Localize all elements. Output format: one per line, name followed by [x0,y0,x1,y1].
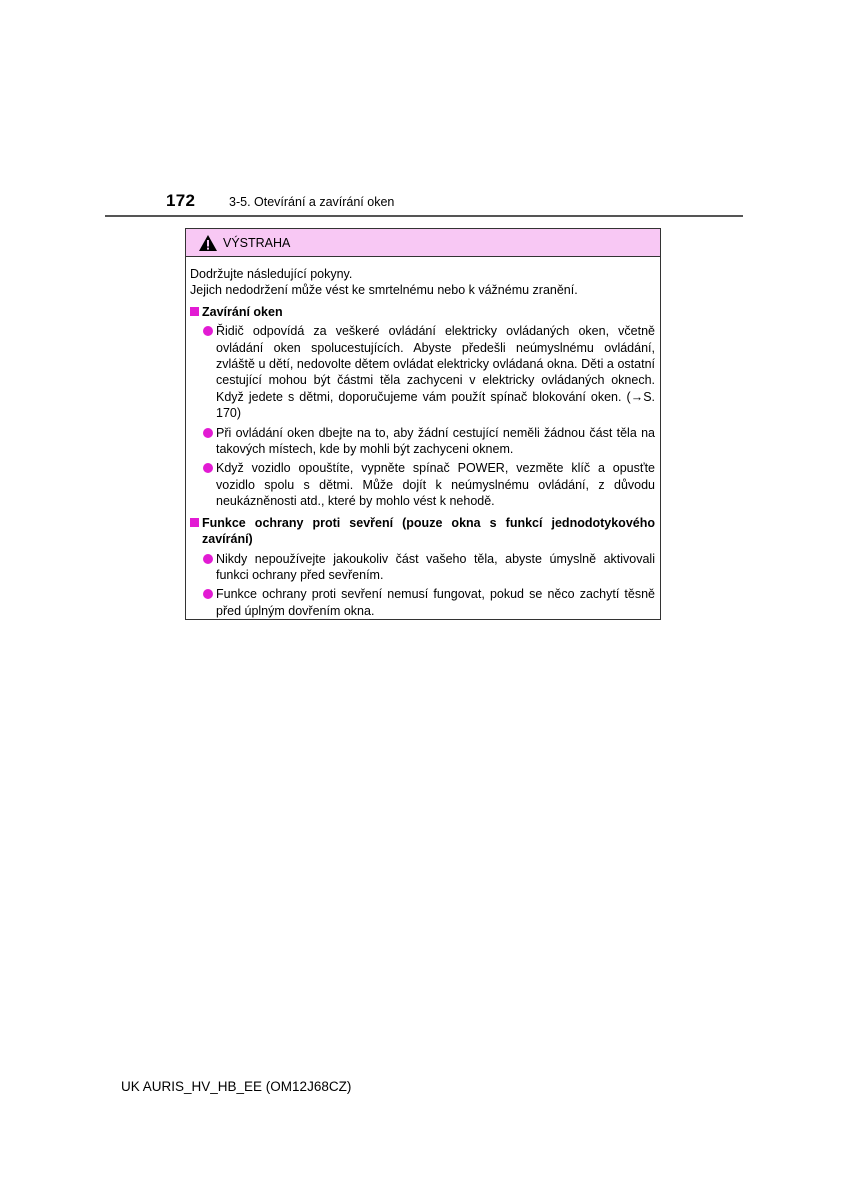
round-bullet-icon [203,428,213,438]
warning-header [186,229,660,257]
list-item-text: Funkce ochrany proti sevření nemusí fungovat, pokud se něco zachytí těsně před úplným dovřením okna. [216,587,655,618]
round-bullet-icon [203,463,213,473]
warning-triangle-icon [198,234,218,252]
section-jam-protection [190,515,655,619]
section-closing-windows [190,304,655,510]
list-item-text: Při ovládání oken dbejte na to, aby žádní cestující neměli žádnou část těla na takových místech, kde by mohli být zachyceni oknem. [216,425,655,457]
subheading [190,304,655,320]
header-rule [105,215,743,217]
warning-label: VÝSTRAHA [223,235,291,250]
warning-box [185,228,661,620]
square-bullet-icon [190,307,199,316]
document-code: UK AURIS_HV_HB_EE (OM12J68CZ) [121,1079,352,1094]
list-item [190,323,655,421]
intro-line: Jejich nedodržení může vést ke smrtelnému nebo k vážnému zranění. [190,283,578,298]
list-item-text: Nikdy nepoužívejte jakoukoliv část vašeho těla, abyste úmyslně aktivovali funkci ochrany před sevřením. [216,551,655,582]
square-bullet-icon [190,518,199,527]
warning-intro [190,266,655,299]
intro-line: Dodržujte následující pokyny. [190,267,353,281]
round-bullet-icon [203,589,213,599]
list-item-text: Řidič odpovídá za veškeré ovládání elektricky ovládaných oken, včetně ovládání oken spolucestujících. Abyste předešli neúmyslnému ovládání, zvláště u dětí, nedovolte dětem ovládat elektricky ovládaná okna. Děti a ostatní cestující mohou být částmi těla zachyceni v elektricky ovládaných oknech. Když jedete s dětmi, doporučujeme vám použít spínač blokování oken. (→S. 170) [216,324,655,421]
list-item [190,586,655,619]
subheading [190,515,655,548]
subheading-text: Zavírání oken [202,304,283,319]
list-item-text: Když vozidlo opouštíte, vypněte spínač POWER, vezměte klíč a opusťte vozidlo spolu s dětmi. Může dojít k neúmyslnému ovládání, z důvodu neukázněnosti atd., které by mohlo vést k nehodě. [216,461,655,509]
section-title: 3-5. Otevírání a zavírání oken [229,195,395,209]
list-item [190,425,655,458]
warning-content [186,257,660,619]
list-item [190,551,655,584]
round-bullet-icon [203,554,213,564]
list-item [190,460,655,509]
subheading-text: Funkce ochrany proti sevření (pouze okna s funkcí jednodotykového zavírání) [202,515,655,547]
round-bullet-icon [203,326,213,336]
page-number: 172 [166,191,196,210]
